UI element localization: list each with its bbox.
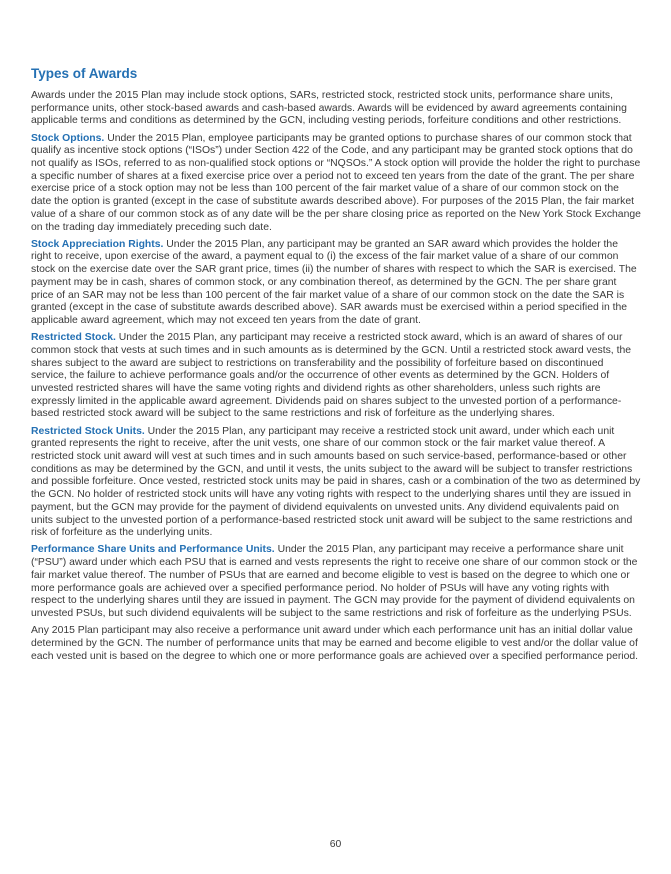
paragraph-text: Under the 2015 Plan, any participant may receive a restricted stock unit award, under which each unit granted represents the right to receive, after the unit vests, one share of our common stock or the fair market value thereof. A restricted stock unit award will vest at such times and in such amounts based on such service-based, performance-based or other conditions as may be determined by the GCN, and until it vests, the units subject to the award will be subject to transfer restrictions and possible forfeiture. Once vested, restricted stock units may be paid in shares, cash or a combination of the two as determined by the GCN. No holder of restricted stock units will have any voting rights with respect to the underlying shares until they are issued in payment, but the GCN may provide for the payment of dividend equivalents on unvested units. Any dividend equivalents paid on units subject to the unvested portion of a performance-based restricted stock unit award will be subject to the same restrictions and risk of forfeiture as the underlying units. — [31, 425, 641, 539]
paragraph-lead: Stock Options. — [31, 132, 105, 144]
paragraph-text: Under the 2015 Plan, any participant may be granted an SAR award which provides the holder the right to receive, upon exercise of the award, a payment equal to (i) the excess of the fair market value of a share of our common stock on the exercise date over the SAR grant price, times (ii) the number of shares with respect to which the SAR is exercised. The payment may be in cash, shares of common stock, or any combination thereof, as determined by the GCN. The per share grant price of an SAR may not be less than 100 percent of the fair market value of a share of our common stock on the date the SAR is granted (except in the case of substitute awards described above). SAR awards must be exercised within a period specified in the applicable award agreement, which may not exceed ten years from the date of grant. — [31, 238, 637, 326]
paragraph — [31, 239, 641, 328]
paragraph-text: Any 2015 Plan participant may also receive a performance unit award under which each performance unit has an initial dollar value determined by the GCN. The number of performance units that may be earned and become eligible to vest and/or the dollar value of each vested unit is based on the degree to which one or more performance goals are achieved over a specified performance period. — [31, 625, 639, 662]
paragraph-text: Awards under the 2015 Plan may include stock options, SARs, restricted stock, restricted stock units, performance share units, performance units, other stock-based awards and cash-based awards. Awards will be evidenced by award agreements containing applicable terms and conditions as determined by the GCN, including vesting periods, forfeiture conditions and other restrictions. — [31, 90, 627, 127]
section-title: Types of Awards — [31, 66, 138, 81]
paragraph-text: Under the 2015 Plan, any participant may receive a restricted stock award, which is an award of shares of our common stock that vests at such times and in such amounts as is determined by the GCN. Until a restricted stock award vests, the shares subject to the award are subject to restrictions on transferability and the possibility of forfeiture based on discontinued service, the failure to achieve performance goals and/or the occurrence of other events as determined by the GCN. Holders of unvested restricted shares will have the same voting rights and dividend rights as other shareholders, unless such rights are expressly limited in the applicable award agreement. Dividends paid on shares subject to the unvested portion of a performance-based restricted stock award will be subject to the same restrictions and risk of forfeiture as the underlying shares. — [31, 332, 632, 420]
paragraph-text: Under the 2015 Plan, any participant may receive a performance share unit (“PSU”) award under which each PSU that is earned and vests represents the right to receive one share of our common stock or the fair market value thereof. The number of PSUs that are earned and become eligible to vest is based on the degree to which one or more performance goals are achieved over a specified performance period. No holder of PSUs will have any voting rights with respect to the underlying shares until they are issued in payment. The GCN may provide for the payment of dividend equivalents on unvested PSUs, but such dividend equivalents will be subject to the same restrictions and risk of forfeiture as the underlying PSUs. — [31, 544, 638, 619]
paragraph-lead: Restricted Stock Units. — [31, 425, 145, 437]
paragraph — [31, 544, 641, 620]
paragraph — [31, 625, 641, 663]
paragraph — [31, 426, 641, 540]
paragraph-text: Under the 2015 Plan, employee participants may be granted options to purchase shares of our common stock that qualify as incentive stock options (“ISOs”) under Section 422 of the Code, and any participant may be granted stock options that do not qualify as ISOs, referred to as non-qualified stock options or “NQSOs.” A stock option will provide the holder the right to purchase a specific number of shares at a fixed exercise price over a period not to exceed ten years from the date of the grant. The per share exercise price of a stock option may not be less than 100 percent of the fair market value of a share of our common stock on the date the option is granted (except in the case of substitute awards described above). For purposes of the 2015 Plan, the fair market value of a share of our common stock as of any date will be the per share closing price as reported on the New York Stock Exchange on the trading day immediately preceding such date. — [31, 132, 641, 233]
paragraph — [31, 90, 641, 128]
paragraph — [31, 133, 641, 235]
paragraph-lead: Restricted Stock. — [31, 332, 116, 344]
page-number: 60 — [329, 839, 342, 850]
paragraph-lead: Stock Appreciation Rights. — [31, 238, 164, 250]
paragraph-lead: Performance Share Units and Performance Units. — [31, 544, 275, 556]
paragraph — [31, 332, 641, 421]
